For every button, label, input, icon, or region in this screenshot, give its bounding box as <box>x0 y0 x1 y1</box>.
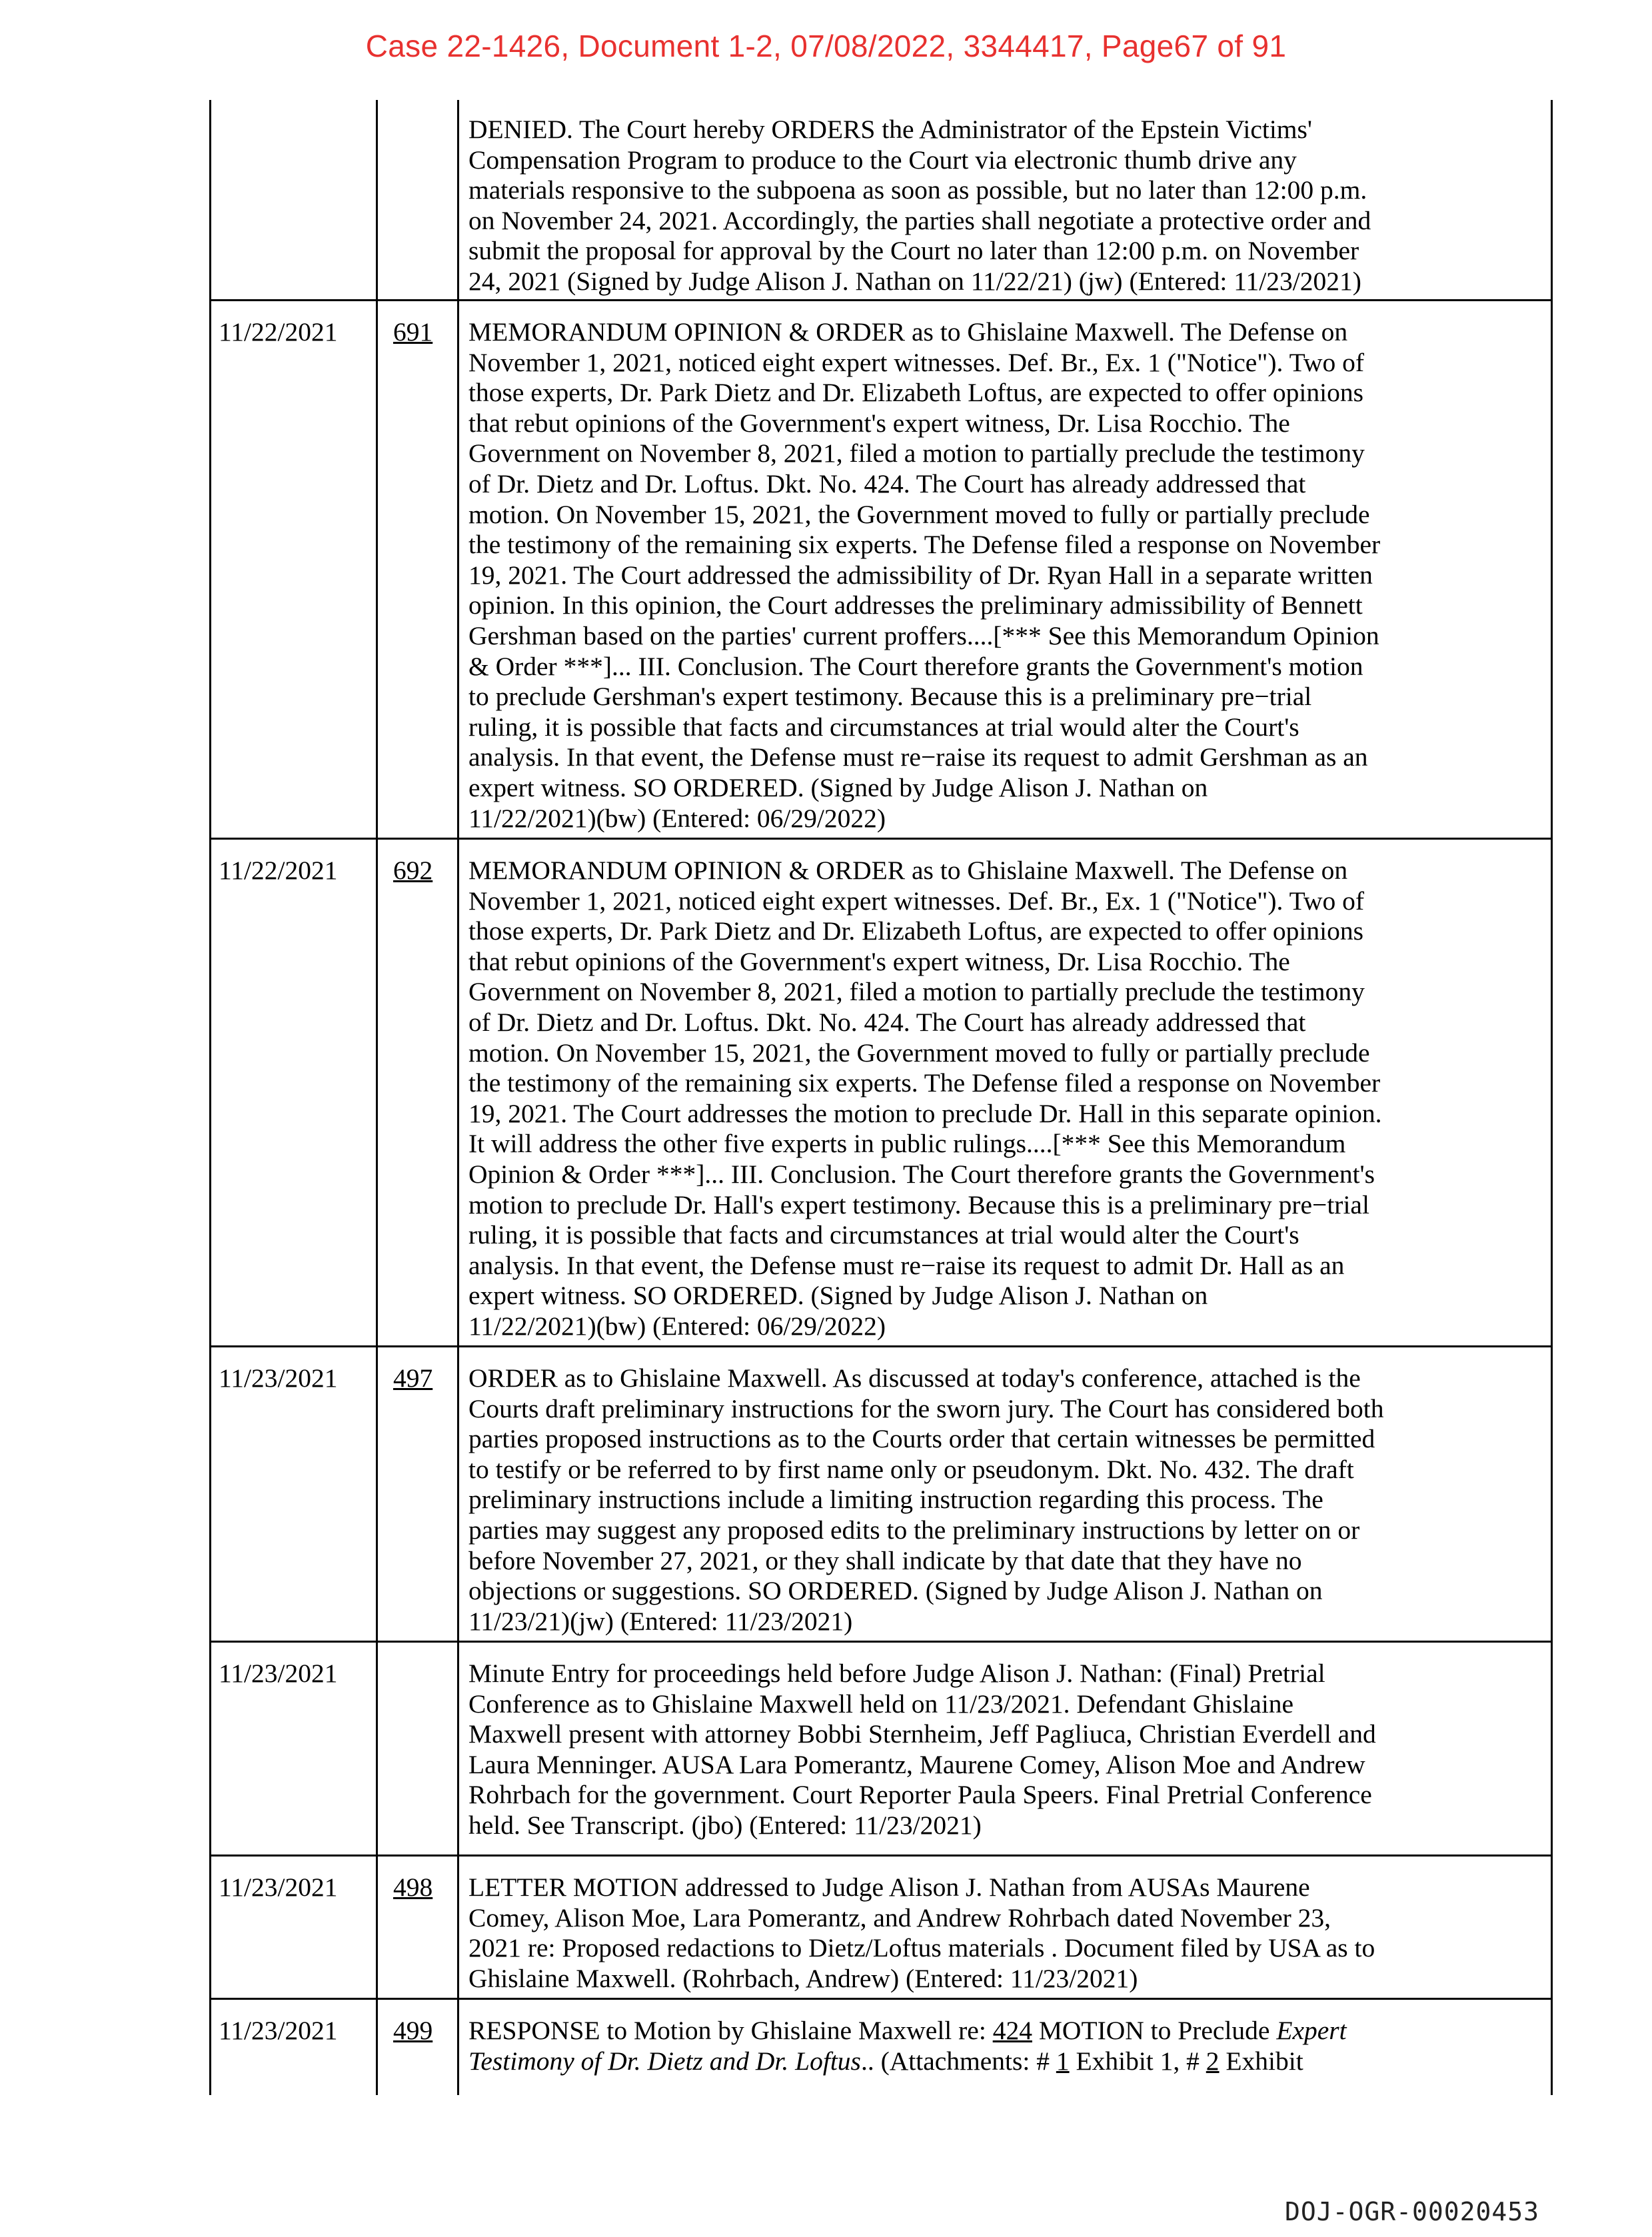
entry-text: MEMORANDUM OPINION & ORDER as to Ghislaine Maxwell. The Defense on November 1, 2021, noticed eight expert witnesses. Def. Br., Ex. 1 ("Notice"). Two of those experts, Dr. Park Dietz and Dr. Elizabeth Loftus, are expected to offer opinions that rebut opinions of the Government's expert witness, Dr. Lisa Rocchio. The Government on November 8, 2021, filed a motion to partially preclude the testimony of Dr. Dietz and Dr. Loftus. Dkt. No. 424. The Court has already addressed that motion. On November 15, 2021, the Government moved to fully or partially preclude the testimony of the remaining six experts. The Defense filed a response on November 19, 2021. The Court addressed the admissibility of Dr. Ryan Hall in a separate written opinion. In this opinion, the Court addresses the preliminary admissibility of Bennett Gershman based on the parties' current proffers....[*** See this Memorandum Opinion & Order ***]... III. Conclusion. The Court therefore grants the Government's motion to preclude Gershman's expert testimony. Because this is a preliminary pre−trial ruling, it is possible that facts and circumstances at trial would alter the Court's analysis. In that event, the Defense must re−raise its request to admit Gershman as an expert witness. SO ORDERED. (Signed by Judge Alison J. Nathan on 11/22/2021)(bw) (Entered: 06/29/2022) <box>468 317 1381 833</box>
column-divider-date <box>376 100 378 2095</box>
entry-date: 11/23/2021 <box>219 1872 338 1902</box>
row-divider <box>209 838 1553 840</box>
row-divider <box>209 1855 1553 1857</box>
entry-date: 11/23/2021 <box>219 1363 338 1393</box>
entry-text: LETTER MOTION addressed to Judge Alison J. Nathan from AUSAs Maurene Comey, Alison Moe, Lara Pomerantz, and Andrew Rohrbach dated November 23, 2021 re: Proposed redactions to Dietz/Loftus materials . Document filed by USA as to Ghislaine Maxwell. (Rohrbach, Andrew) (Entered: 11/23/2021) <box>468 1872 1375 1993</box>
table-border-left <box>209 100 211 2095</box>
entry-text: MEMORANDUM OPINION & ORDER as to Ghislaine Maxwell. The Defense on November 1, 2021, noticed eight expert witnesses. Def. Br., Ex. 1 ("Notice"). Two of those experts, Dr. Park Dietz and Dr. Elizabeth Loftus, are expected to offer opinions that rebut opinions of the Government's expert witness, Dr. Lisa Rocchio. The Government on November 8, 2021, filed a motion to partially preclude the testimony of Dr. Dietz and Dr. Loftus. Dkt. No. 424. The Court has already addressed that motion. On November 15, 2021, the Government moved to fully or partially preclude the testimony of the remaining six experts. The Defense filed a response on November 19, 2021. The Court addresses the motion to preclude Dr. Hall in this separate opinion. It will address the other five experts in public rulings....[*** See this Memorandum Opinion & Order ***]... III. Conclusion. The Court therefore grants the Government's motion to preclude Dr. Hall's expert testimony. Because this is a preliminary pre−trial ruling, it is possible that facts and circumstances at trial would alter the Court's analysis. In that event, the Defense must re−raise its request to admit Dr. Hall as an expert witness. SO ORDERED. (Signed by Judge Alison J. Nathan on 11/22/2021)(bw) (Entered: 06/29/2022) <box>468 856 1382 1341</box>
entry-number-link[interactable]: 499 <box>393 2016 433 2045</box>
attachment-1-link[interactable]: 1 <box>1056 2046 1070 2076</box>
attachment-2-link[interactable]: 2 <box>1206 2046 1220 2076</box>
table-border-right <box>1551 100 1553 2095</box>
motion-424-link[interactable]: 424 <box>992 2016 1032 2045</box>
row-divider <box>209 1998 1553 2000</box>
row-divider <box>209 299 1553 301</box>
entry-text: ORDER as to Ghislaine Maxwell. As discussed at today's conference, attached is the Courts draft preliminary instructions for the sworn jury. The Court has considered both parties proposed instructions as to the Courts order that certain witnesses be permitted to testify or be referred to by first name only or pseudonym. Dkt. No. 432. The draft preliminary instructions include a limiting instruction regarding this process. The parties may suggest any proposed edits to the preliminary instructions by letter on or before November 27, 2021, or they shall indicate by that date that they have no objections or suggestions. SO ORDERED. (Signed by Judge Alison J. Nathan on 11/23/21)(jw) (Entered: 11/23/2021) <box>468 1363 1384 1636</box>
row-divider <box>209 1345 1553 1347</box>
bates-number: DOJ-OGR-00020453 <box>1285 2197 1540 2226</box>
entry-number-link[interactable]: 497 <box>393 1363 433 1393</box>
entry-number-link[interactable]: 498 <box>393 1872 433 1902</box>
entry-number-link[interactable]: 691 <box>393 317 433 347</box>
column-divider-number <box>457 100 459 2095</box>
entry-text: RESPONSE to Motion by Ghislaine Maxwell re: 424 MOTION to Preclude Expert Testimony of Dr. Dietz and Dr. Loftus.. (Attachments: # 1 Exhibit 1, # 2 Exhibit <box>468 2016 1347 2076</box>
entry-date: 11/22/2021 <box>219 317 338 347</box>
docket-table <box>209 100 1553 2095</box>
entry-date: 11/23/2021 <box>219 2016 338 2045</box>
entry-number-link[interactable]: 692 <box>393 856 433 885</box>
entry-text: Minute Entry for proceedings held before Judge Alison J. Nathan: (Final) Pretrial Conference as to Ghislaine Maxwell held on 11/23/2021. Defendant Ghislaine Maxwell present with attorney Bobbi Sternheim, Jeff Pagliuca, Christian Everdell and Laura Menninger. AUSA Lara Pomerantz, Maurene Comey, Alison Moe and Andrew Rohrbach for the government. Court Reporter Paula Speers. Final Pretrial Conference held. See Transcript. (jbo) (Entered: 11/23/2021) <box>468 1659 1376 1840</box>
entry-date: 11/23/2021 <box>219 1659 338 1688</box>
entry-date: 11/22/2021 <box>219 856 338 885</box>
case-header-stamp: Case 22-1426, Document 1-2, 07/08/2022, 3344417, Page67 of 91 <box>365 29 1287 63</box>
entry-text: DENIED. The Court hereby ORDERS the Administrator of the Epstein Victims' Compensation Program to produce to the Court via electronic thumb drive any materials responsive to the subpoena as soon as possible, but no later than 12:00 p.m. on November 24, 2021. Accordingly, the parties shall negotiate a protective order and submit the proposal for approval by the Court no later than 12:00 p.m. on November 24, 2021 (Signed by Judge Alison J. Nathan on 11/22/21) (jw) (Entered: 11/23/2021) <box>468 115 1371 296</box>
row-divider <box>209 1641 1553 1643</box>
